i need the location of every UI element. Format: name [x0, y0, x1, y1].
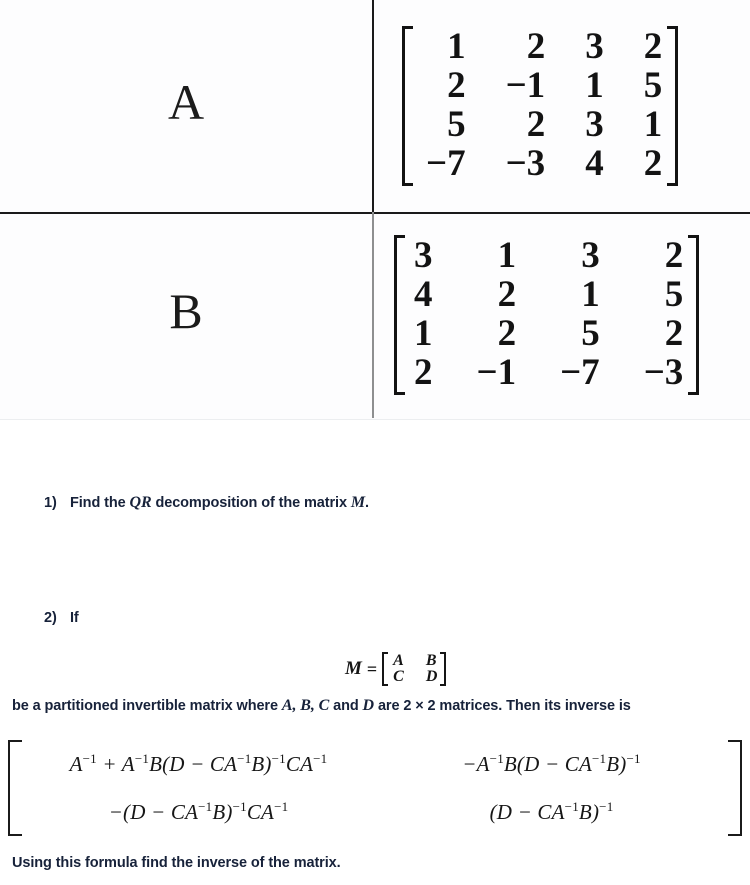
matrix-b-cell: 5 [581, 313, 600, 354]
question-2-number: 2) [44, 610, 57, 626]
matrix-b-cell: 1 [581, 274, 600, 316]
matrix-a-cell: 2 [447, 65, 466, 107]
m-partition-equation [345, 652, 446, 686]
matrix-a-cell: 3 [585, 104, 604, 145]
matrix-a-cell: −1 [505, 65, 546, 107]
matrix-b-cell: 2 [497, 274, 517, 316]
matrix-b-row [410, 237, 683, 276]
matrix-b-label: B [169, 283, 203, 339]
question-1-text-after: . [365, 495, 369, 511]
matrix-b-row [410, 276, 683, 315]
inverse-formula-matrix [8, 740, 742, 836]
question-2-text: If [70, 610, 79, 626]
m-equation-cell: C [393, 668, 404, 685]
partition-sentence-math-abc: A, B, C [281, 697, 330, 714]
matrix-b-cell: 1 [414, 313, 433, 354]
matrix-b-row [410, 315, 683, 354]
matrix-b-cell: 1 [497, 235, 517, 277]
matrix-a-cell: 4 [585, 142, 604, 184]
m-equation-cell: B [425, 652, 437, 669]
matrix-b-cell: −3 [643, 351, 684, 393]
matrix-b-cell: 2 [497, 313, 517, 354]
inverse-cell-12: $-A^{-1}B(D - CA^{-1}B)^{-1}$ [462, 750, 641, 776]
inverse-left-bracket [8, 740, 22, 836]
matrix-b-cell: 3 [581, 235, 600, 277]
m-equation-lhs: M [345, 658, 362, 679]
matrix-a-cell: 2 [643, 26, 663, 68]
matrix-a-row [418, 145, 662, 184]
closing-sentence: Using this formula find the inverse of the matrix. [12, 855, 341, 871]
matrix-a-cell: −7 [426, 142, 466, 184]
matrix-b-brackets [394, 235, 699, 394]
matrix-a-row [418, 67, 662, 106]
inverse-cell-21: $-(D - CA^{-1}B)^{-1}CA^{-1}$ [108, 798, 289, 824]
matrix-a-value-cell [374, 0, 750, 212]
matrix-b-row [410, 354, 683, 393]
inverse-formula-grid [22, 740, 728, 836]
matrix-a-cell: 5 [447, 104, 466, 145]
matrix-a-cell: 2 [643, 142, 663, 184]
matrix-a-cell: 1 [447, 26, 466, 68]
matrix-a-row [418, 28, 662, 67]
partition-sentence-part-1: be a partitioned invertible matrix where [12, 698, 282, 714]
question-1-math-qr: QR [129, 494, 152, 511]
m-equation-grid [391, 653, 437, 685]
matrix-a-brackets [402, 26, 678, 185]
m-equation-row [391, 669, 437, 685]
m-equation-equals-sign: = [366, 658, 378, 679]
matrix-b-grid [410, 237, 683, 392]
m-equation-cell: D [425, 668, 438, 685]
question-1-math-m: M [350, 494, 366, 511]
matrix-a-cell: 1 [585, 65, 604, 107]
matrix-definition-table [0, 0, 750, 420]
matrix-b-value-cell [374, 212, 750, 418]
matrix-a-cell: 2 [526, 26, 546, 68]
matrix-a-label-cell [0, 0, 374, 212]
matrix-a-grid [418, 28, 662, 183]
matrix-b-cell: 4 [414, 274, 433, 316]
matrix-b-label-cell [0, 212, 374, 418]
question-1 [44, 494, 369, 512]
partition-sentence-math-d: D [362, 697, 375, 714]
matrix-a-cell: 1 [643, 104, 663, 145]
matrix-a-row [418, 106, 662, 145]
table-row [0, 212, 750, 418]
matrix-b-cell: 5 [664, 274, 684, 316]
question-1-number: 1) [44, 495, 57, 511]
partition-sentence-part-3: are 2 × 2 matrices. Then its inverse is [374, 698, 631, 714]
inverse-cell-22: $(D - CA^{-1}B)^{-1}$ [489, 798, 614, 824]
question-2 [44, 610, 79, 626]
matrix-a-cell: 5 [643, 65, 663, 107]
partition-sentence [12, 697, 631, 715]
table-row [0, 0, 750, 214]
partition-sentence-part-2: and [329, 698, 363, 714]
m-equation-row [391, 653, 437, 669]
matrix-a-label: A [167, 74, 205, 130]
matrix-b-cell: 2 [414, 351, 433, 393]
inverse-right-bracket [728, 740, 742, 836]
matrix-b-cell: 3 [414, 235, 433, 277]
matrix-b-cell: 2 [664, 235, 684, 277]
matrix-a-cell: 2 [526, 104, 546, 145]
question-1-text-middle: decomposition of the matrix [151, 495, 351, 511]
matrix-a-cell: −3 [505, 142, 546, 184]
questions-section [0, 420, 750, 885]
question-1-text-before: Find the [70, 495, 130, 511]
m-equation-brackets [382, 652, 446, 686]
matrix-b-cell: −1 [476, 351, 517, 393]
matrix-a-cell: 3 [585, 26, 604, 68]
matrix-b-cell: −7 [560, 351, 600, 393]
matrix-b-cell: 2 [664, 313, 684, 354]
inverse-cell-11: $A^{-1} + A^{-1}B(D - CA^{-1}B)^{-1}CA^{-1}$ [69, 750, 328, 776]
m-equation-cell: A [393, 652, 404, 669]
